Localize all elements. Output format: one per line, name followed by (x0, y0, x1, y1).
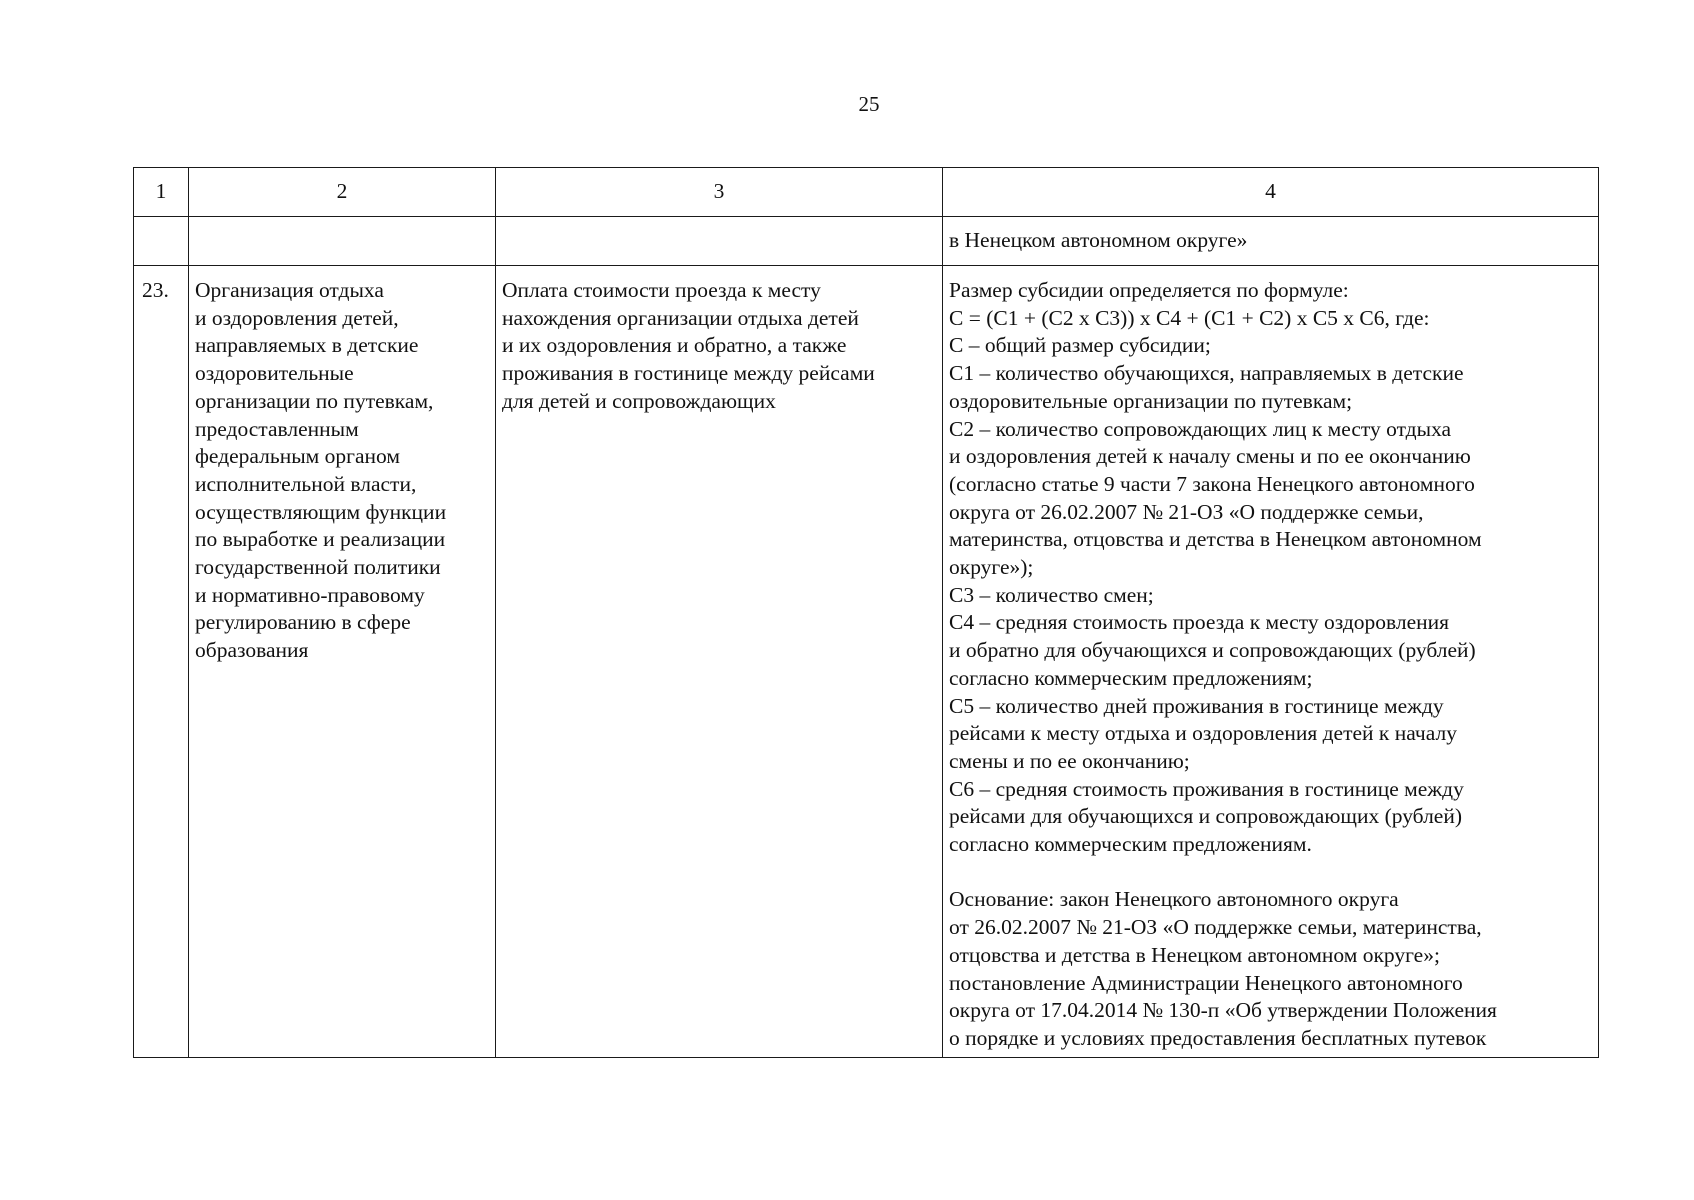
text-line: и нормативно-правовому (195, 582, 425, 607)
text-line: отцовства и детства в Ненецком автономном округе»; (949, 942, 1440, 967)
text-line: организации по путевкам, (195, 388, 434, 413)
expense-cell (496, 266, 943, 1058)
table-row (134, 266, 1599, 1058)
activity-cell (189, 266, 496, 1058)
text-line: согласно коммерческим предложениям. (949, 832, 1312, 857)
text-line: нахождения организации отдыха детей (502, 305, 859, 330)
text-line: для детей и сопровождающих (502, 388, 776, 413)
text-line: постановление Администрации Ненецкого автономного (949, 970, 1463, 995)
text-line: Организация отдыха (195, 278, 384, 302)
text-line: (согласно статье 9 части 7 закона Ненецкого автономного (949, 471, 1475, 496)
text-line: материнства, отцовства и детства в Ненецком автономном (949, 527, 1482, 552)
text-line: осуществляющим функции (195, 499, 447, 524)
text-line: от 26.02.2007 № 21-ОЗ «О поддержке семьи, материнства, (949, 915, 1482, 940)
text-line: и обратно для обучающихся и сопровождающих (рублей) (949, 638, 1476, 663)
paragraph-spacer (949, 859, 1594, 887)
text-line: Размер субсидии определяется по формуле: (949, 278, 1349, 302)
text-line: С1 – количество обучающихся, направляемых в детские (949, 361, 1464, 386)
header-col-2: 2 (189, 168, 496, 217)
text-line: Оплата стоимости проезда к месту (502, 278, 821, 302)
formula-cell (943, 266, 1599, 1058)
text-line: Основание: закон Ненецкого автономного округа (949, 887, 1399, 912)
text-line: по выработке и реализации (195, 527, 446, 552)
text-line: С4 – средняя стоимость проезда к месту оздоровления (949, 610, 1450, 635)
formula-lines (949, 277, 1594, 1053)
continuation-cell-4: в Ненецком автономном округе» (943, 217, 1599, 266)
text-line: С = (С1 + (С2 х С3)) х С4 + (С1 + С2) х С5 х С6, где: (949, 305, 1430, 330)
text-line: С2 – количество сопровождающих лиц к месту отдыха (949, 416, 1452, 441)
continuation-cell-1 (134, 217, 189, 266)
text-line: федеральным органом (195, 444, 400, 469)
continuation-cell-2 (189, 217, 496, 266)
continuation-row (134, 217, 1599, 266)
header-col-1: 1 (134, 168, 189, 217)
text-line: округа от 17.04.2014 № 130-п «Об утверждении Положения (949, 998, 1497, 1023)
text-line: оздоровительные (195, 361, 354, 386)
text-line: исполнительной власти, (195, 471, 417, 496)
text-line: смены и по ее окончанию; (949, 748, 1190, 773)
text-line: о порядке и условиях предоставления бесплатных путевок (949, 1025, 1487, 1050)
text-line: оздоровительные организации по путевкам; (949, 388, 1353, 413)
text-line: С – общий размер субсидии; (949, 333, 1211, 358)
text-line: и оздоровления детей, (195, 305, 399, 330)
text-line: проживания в гостинице между рейсами (502, 361, 875, 386)
row-number: 23. (134, 266, 189, 1058)
text-line: и оздоровления детей к началу смены и по ее окончанию (949, 444, 1471, 469)
page-number: 25 (858, 92, 880, 116)
continuation-cell-3 (496, 217, 943, 266)
table-header-row (134, 168, 1599, 217)
header-col-4: 4 (943, 168, 1599, 217)
text-line: и их оздоровления и обратно, а также (502, 333, 847, 358)
text-line: С5 – количество дней проживания в гостинице между (949, 693, 1444, 718)
text-line: государственной политики (195, 555, 441, 580)
text-line: округе»); (949, 555, 1034, 580)
text-line: регулированию в сфере (195, 610, 411, 635)
text-line: округа от 26.02.2007 № 21-ОЗ «О поддержке семьи, (949, 499, 1424, 524)
text-line: рейсами к месту отдыха и оздоровления детей к началу (949, 721, 1457, 746)
text-line: согласно коммерческим предложениям; (949, 665, 1313, 690)
header-col-3: 3 (496, 168, 943, 217)
text-line: С3 – количество смен; (949, 582, 1154, 607)
activity-lines (195, 277, 491, 665)
text-line: рейсами для обучающихся и сопровождающих (рублей) (949, 804, 1463, 829)
document-table (133, 167, 1599, 1058)
text-line: направляемых в детские (195, 333, 419, 358)
text-line: образования (195, 638, 309, 663)
text-line: С6 – средняя стоимость проживания в гостинице между (949, 776, 1464, 801)
text-line: предоставленным (195, 416, 359, 441)
expense-lines (502, 277, 938, 416)
